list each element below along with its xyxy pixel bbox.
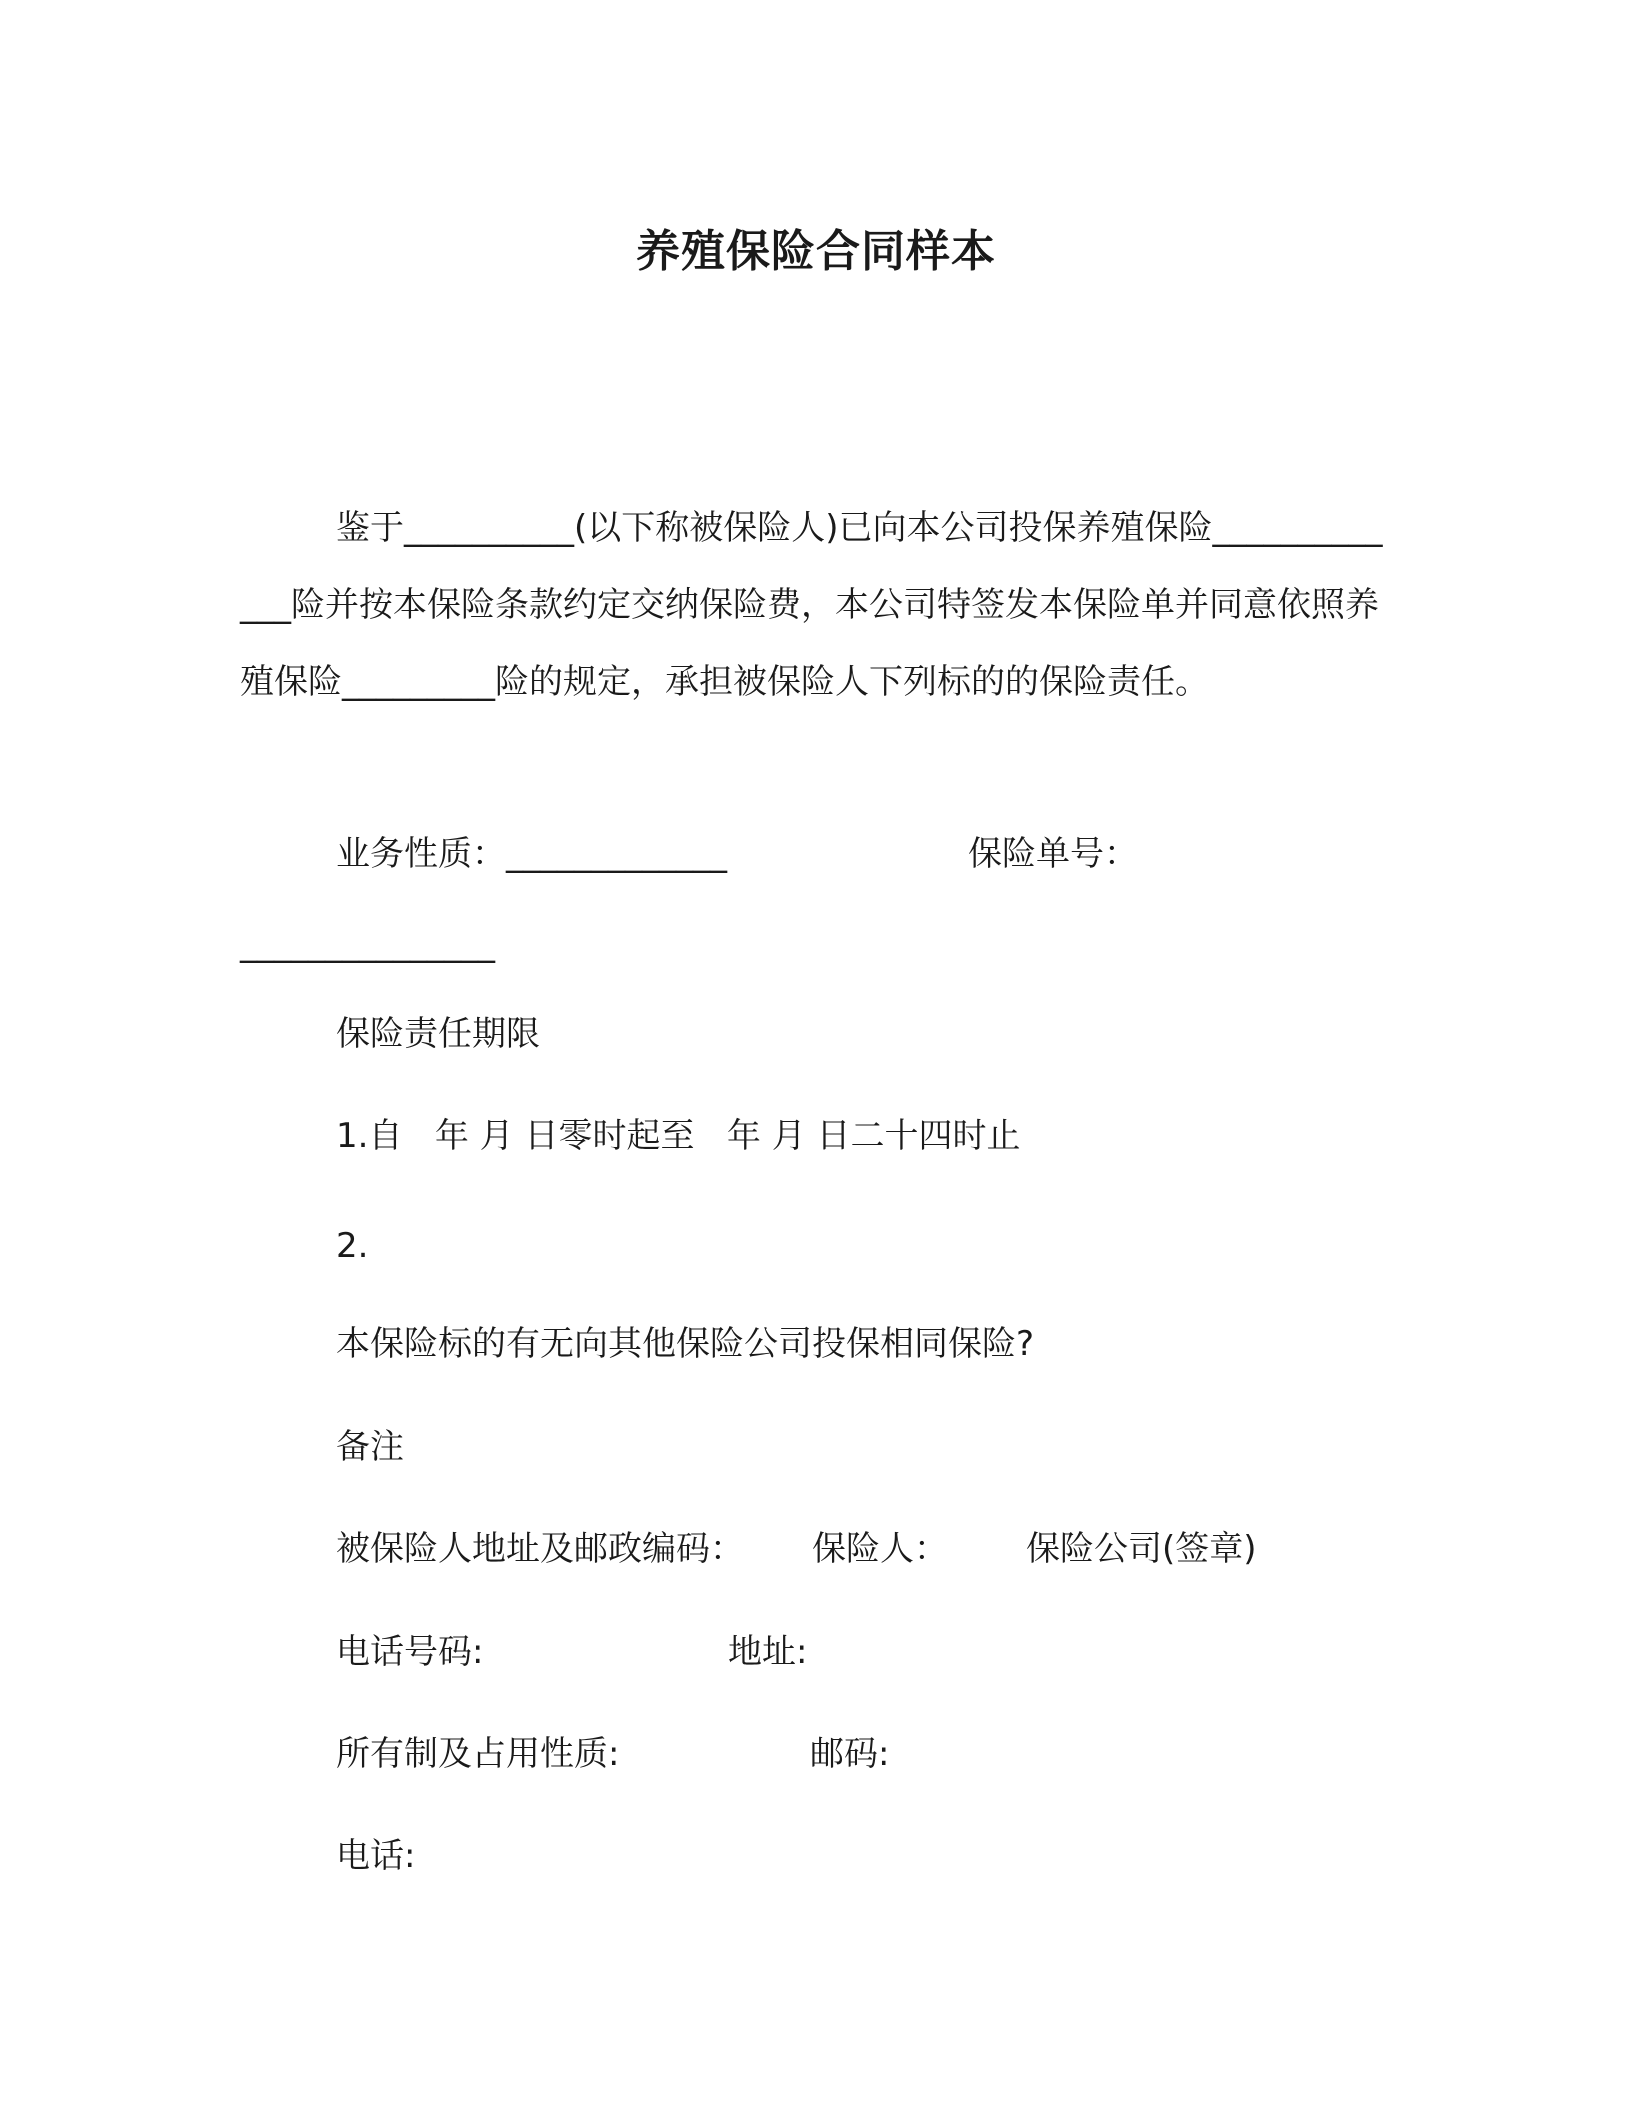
policy-number-blank: _______________ (240, 924, 495, 964)
period-heading: 保险责任期限 (336, 1014, 540, 1054)
tel-label: 电话: (336, 1836, 416, 1876)
other-insurance-question: 本保险标的有无向其他保险公司投保相同保险? (336, 1324, 1035, 1364)
ownership-label: 所有制及占用性质: (336, 1734, 620, 1774)
period-item-2: 2. (336, 1226, 369, 1266)
postcode-label: 邮码: (810, 1734, 890, 1774)
business-nature: 业务性质：_____________ (336, 834, 727, 874)
insured-address-label: 被保险人地址及邮政编码： (336, 1529, 744, 1569)
remarks-label: 备注 (336, 1427, 404, 1467)
insurer-company: 保险公司(签章) (1026, 1529, 1257, 1569)
insurer-label: 保险人： (812, 1529, 948, 1569)
policy-number-label: 保险单号： (968, 834, 1138, 874)
intro-paragraph: 鉴于__________(以下称被保险人)已向本公司投保养殖保险_____________险并按本保险条款约定交纳保险费，本公司特签发本保险单并同意依照养殖保险_________险的规定，承担被保险人下列标的的保险责任。 (240, 508, 1383, 702)
document-title: 养殖保险合同样本 (636, 226, 996, 277)
period-item-1: 1.自 年 月 日零时起至 年 月 日二十四时止 (336, 1116, 1021, 1156)
phone-label: 电话号码: (336, 1632, 484, 1672)
address-label: 地址: (728, 1632, 808, 1672)
